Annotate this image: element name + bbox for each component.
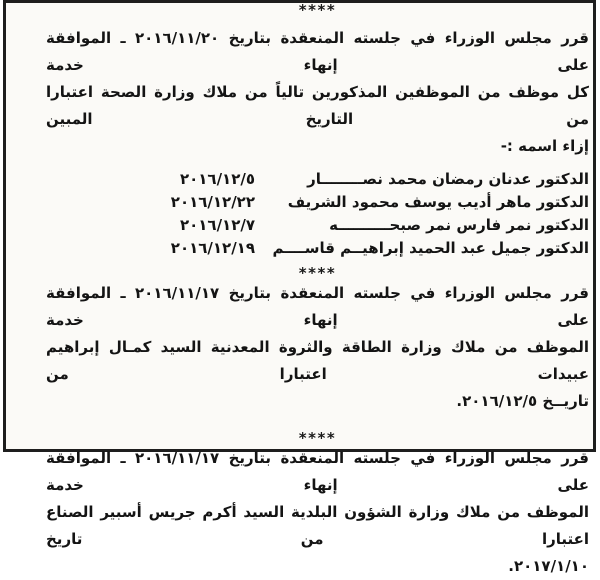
section-separator-stars: **** <box>298 429 337 447</box>
official-name: الدكتور عدنان رمضان محمد نصــــــــار <box>307 170 589 188</box>
official-name: الدكتور ماهر أديب يوسف محمود الشريف <box>287 193 589 211</box>
official-name: الدكتور نمر فارس نمر صبحــــــــــه <box>329 216 589 234</box>
termination-date: ٢٠١٦/١٢/١٩ <box>170 239 255 257</box>
table-row <box>46 237 589 260</box>
section-separator-stars: **** <box>298 264 337 282</box>
paragraph-line: كل موظف من الموظفين المذكورين تالياً من ملاك وزارة الصحة اعتبارا من التاريخ المبين <box>46 83 589 128</box>
decree-paragraph-energy <box>46 280 589 415</box>
decree-paragraph-municipal <box>46 445 589 580</box>
paragraph-line: ٢٠١٧/١/١٠. <box>508 557 589 575</box>
official-name: الدكتور جميل عبد الحميد إبراهيــم قاســــم <box>272 239 589 257</box>
table-row <box>46 191 589 214</box>
termination-date: ٢٠١٦/١٢/٧ <box>179 216 255 234</box>
paragraph-line: قرر مجلس الوزراء في جلسته المنعقدة بتاريخ ٢٠١٦/١١/١٧ ـ الموافقة على إنهاء خدمة <box>46 449 589 494</box>
paragraph-line: الموظف من ملاك وزارة الطاقة والثروة المعدنية السيد كمـال إبراهيم عبيدات اعتبارا من <box>46 338 589 383</box>
paragraph-line: قرر مجلس الوزراء في جلسته المنعقدة بتاريخ ٢٠١٦/١١/٢٠ ـ الموافقة على إنهاء خدمة <box>46 29 589 74</box>
paragraph-line: قرر مجلس الوزراء في جلسته المنعقدة بتاريخ ٢٠١٦/١١/١٧ ـ الموافقة على إنهاء خدمة <box>46 284 589 329</box>
termination-date: ٢٠١٦/١٢/٥ <box>179 170 255 188</box>
officials-table <box>46 168 589 260</box>
document-content <box>6 3 593 580</box>
section-separator-stars: **** <box>298 1 337 19</box>
decree-paragraph-health <box>46 25 589 160</box>
paragraph-line: الموظف من ملاك وزارة الشؤون البلدية السيد أكرم جريس أسبير الصناع اعتبارا من تاريخ <box>46 503 589 548</box>
table-row <box>46 168 589 191</box>
document-page <box>3 0 596 575</box>
table-row <box>46 214 589 237</box>
paragraph-line: إزاء اسمه :- <box>500 137 589 155</box>
paragraph-line: تاريــخ ٢٠١٦/١٢/٥. <box>456 392 589 410</box>
termination-date: ٢٠١٦/١٢/٢٢ <box>170 193 255 211</box>
